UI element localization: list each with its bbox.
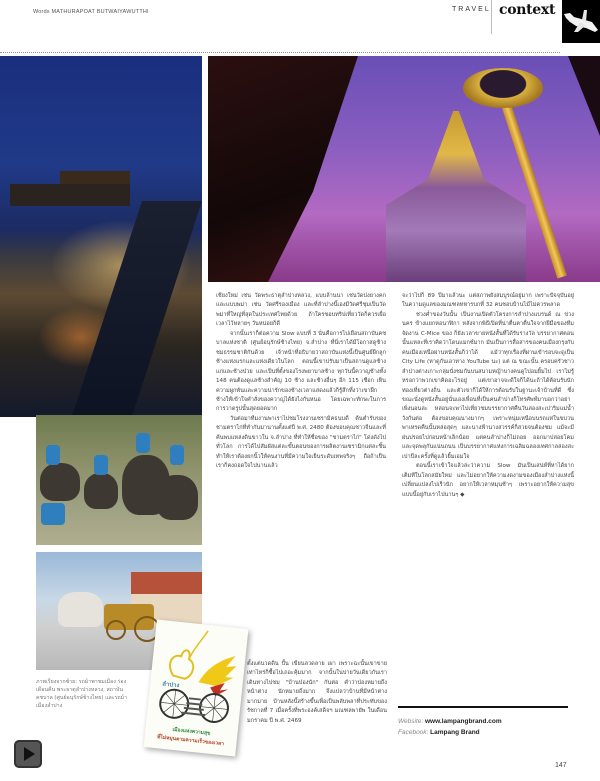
header-rule: [0, 52, 560, 53]
mahout: [46, 445, 60, 465]
temple-eave: [560, 56, 600, 136]
horse: [58, 592, 103, 627]
elephant: [84, 473, 118, 509]
article-end-rule: [398, 706, 568, 708]
website-label: Website:: [398, 718, 424, 725]
photo-elephants: [36, 415, 202, 545]
page-header: [0, 0, 600, 50]
paragraph: เชียงใหม่ เช่น วัดพระธาตุลำปางหลวง, แบบล้านนา เช่นวัดปงยางคก และแบบพม่า เช่น วัดศรีรองเมือง และที่ลำปางนี้เองมีวัดศรีชุมเป็นวัดพม่าที่ใหญ่ที่สุดในประเทศไทยด้วย ถ้าใครชอบทริปเที่ยววัดก็ควรเผื่อเวลาไว้หลายๆ วันหน่อยก็ดี: [216, 293, 386, 328]
paragraph: ช่วงค่ำของวันนั้น เป็นงานเปิดตัวโครงการลำปางแบรนด์ ณ ข่วงนคร ข้างแยกหอนาฬิกา หลังจากพิธีเปิดที่น่าตื่นตาตื่นใจจากฝีมือของทีมจัดงาน C-Mice ของ ก็ยังเวลาขายหนังสั้นที่ได้รับรางวัล บรรยากาศตอนนั้นแหละที่เราคิดว่าโดนแมกซ์มาก มันเป็นการสื่อสารของคนเมืองกรุงกับคนเมืองเหนือผ่านหนังสั้นก็ว่าได้ แม้ว่าทุกเรื่องที่ผ่านเข้ารอบจะดูเป็น City Life (หาดูกันเอาทาง YouTube นะ) แต่ ณ ขณะนั้น ครอบครัวชาวลำปางต่างเกาะกลุ่มนั่งชมกันบนสนามหญ้าบางคนดูไปอมยิ้มไป เราไม่รู้หรอกว่าพวกเขาคิดอะไรอยู่ แต่เขาอาจจะดีใจก็ได้นะถ้าได้ต้อนรับนักท่องเที่ยวต่างถิ่น และตัวเขาก็ได้ให้การต้อนรับในฐานะเจ้าบ้านที่ดี ซึ่งขณะนั่งดูหนังสั้นอยู่นั่นเองเพื่อนที่เป็นคนลำปางก็โทรศัพท์มาบอกว่าอย่าเพิ่งนอนล่ะ หล่อนจะพาไปเที่ยวชมบรรยากาศคืนวันล่องสะเปาริมแม่น้ำวังกันต่อ ต้องขอบคุณนางมากๆ เพราะหนุ่มเหนือบนรถแห่ในขบวนพาเหรดคืนนั้นหล่อสุดๆ และนางฟ้านางสวรรค์ก็สวยจนต้องชม แม้จะมีฝนปรอยไปก่อนหน้าเล็กน้อย แต่คนลำปางก็ไม่ถอย ออกมาปล่อยโคมและจุดพลุกันแน่นถนน เป็นบรรยากาศแห่งการเฉลิมฉลองเทศกาลล่องสะเปาปีละครั้งที่ดูแล้วยิ้มเอมใจ: [402, 311, 574, 460]
page-number: 147: [555, 762, 567, 769]
elephant: [40, 463, 80, 501]
lampang-brand-logo: [144, 620, 249, 757]
photo-night-market: [0, 56, 202, 417]
mahout: [41, 503, 65, 525]
paragraph: ตอนนี้เราเข้าใจแล้วล่ะว่าความ Slow มันเป็นเสน่ห์ที่หาได้ยากเต็มทีในโลกสมัยใหม่ และไม่อยากให้ความงดงามของเมืองลำปางแห่งนี้เปลี่ยนแปลงไปเร็วนัก อยากให้เวลาหมุนช้าๆ เพราะอยากให้ความสุขแบบนี้อยู่กับเราไปนานๆ ◆: [402, 463, 574, 498]
golden-umbrella: [463, 68, 543, 108]
website-link[interactable]: www.lampangbrand.com: [424, 718, 502, 725]
article-column-middle: [216, 292, 386, 472]
paragraph: จะว่าไปก็ 89 ปีมาแล้วนะ แต่สภาพยังสมบูรณ์อยู่มาก เพราะปัจจุบันอยู่ในความดูแลของมณฑลทหารบกที่ 32 คนชอบบ้านไม้ไม่ควรพลาด: [402, 293, 574, 309]
airplane-icon: [562, 0, 600, 43]
golden-stupa: [386, 111, 526, 282]
building-roof: [10, 184, 130, 206]
temple-eave: [208, 56, 358, 282]
mahout: [136, 433, 150, 453]
contact-info: [398, 716, 502, 738]
play-icon: [24, 747, 35, 761]
photo-temple: [208, 56, 600, 282]
mahout: [170, 445, 184, 465]
facebook-link[interactable]: Lampang Brand: [430, 729, 480, 736]
logo-brand-text: ลำปาง: [161, 680, 180, 690]
facebook-line: [398, 727, 502, 738]
building-wall: [72, 201, 202, 417]
building-roof: [60, 171, 130, 185]
carriage-wheel: [106, 620, 126, 640]
paragraph: วันต่อมาทีมงานพาเราไปชมโรงงานเซรามิคธนบดี ต้นตำรับของชามตราไก่ที่ทำกันมานานตั้งแต่ปี พ.ศ. 2480 ต้องขอบคุณชาวจีนและที่ค้นพบแหล่งดินขาวใน จ.ลำปาง ที่ทำให้ชื่อของ "ชามตราไก่" โด่งดังไปทั่วโลก การได้ไปสัมผัสแต่ละขั้นตอนของการผลิตงานเซรามิกแต่ละชิ้น ทำให้เราต้องยกนิ้วให้คนงานที่มีความใจเย็นระดับเทพจริงๆ ถือถ้าเป็นเราก็คงถอดใจไปนานแล้ว: [216, 415, 386, 470]
header-divider: [491, 0, 492, 34]
article-column-right: [402, 292, 574, 500]
logo-tagline: เมืองแห่งความสุข: [172, 726, 211, 737]
logo-tagline: ที่ไม่หมุนตามความเร็วของเวลา: [156, 734, 225, 748]
context-logo: context: [499, 2, 556, 18]
photo-caption: ภาพเรียงจากซ้าย: รถม้าพาชมเมือง ร่องเดือนคืน พระธาตุลำปางหลวง, สถาบันคชบาล (ศูนย์อนุรักษ์ช้างไทย) และรถม้าเมืองลำปาง: [36, 679, 128, 709]
play-button[interactable]: [14, 740, 42, 768]
section-label: TRAVEL: [452, 6, 491, 13]
paragraph: ตั้งแต่นวดดิน ปั้น เขียนลวดลาย เผา เพราะฉะนั้นเขาขายเท่าไหร่ก็ซื้อไปเถอะคุ้มมาก จากนั้นในบ่ายวันเดียวกันเราเดินทางไปชม "บ้านป่องนัก" กันต่อ คำว่าป่องหมายถึงหน้าต่าง นักหมายถึงมาก จึงแปลว่าบ้านที่มีหน้าต่างมากมาย บ้านหลังนี้สร้างขึ้นเพื่อเป็นพลับพลาที่ประทับของรัชกาลที่ 7 เมื่อครั้งที่พระองค์เสด็จฯ มณฑลพายัพ ในเดือนมกราคม ปี พ.ศ. 2469: [247, 661, 387, 724]
paragraph: จากนั้นเราก็ต่อความ Slow แบบที่ 3 นั่นคือการไปเยือนสถาบันคชบาลแห่งชาติ (ศูนย์อนุรักษ์ช้างไทย) จ.ลำปาง ที่นี่เราได้มีโอกาสดูช้างชมธรรมชาติกันด้วย เจ้าหน้าที่อธิบายว่าสถาบันแห่งนี้เป็นศูนย์ฝึกลูกช้างแห่งแรกและแห่งเดียวในโลก ตอนนี้เขาปรับมาเป็นสถานดูแลช้างแก่และช้างป่วย และเป็นที่ตั้งของโรงพยาบาลช้าง ทุกวันนี้ควาญช้างทั้ง 148 คนต้องดูแลช้างสำคัญ 10 ช้าง และช้างอื่นๆ อีก 115 เชือก เห็นความผูกพันและความน่ารักของช้างเวลาแสดงแล้วก็รู้สึกทึ่งว่าเขาฝึกช้างให้เข้าใจคำสั่งของควาญได้ยังไงกันหนอ โดยเฉพาะทักษะในการการวาดรูปนั้นสุดยอดมาก: [216, 330, 386, 413]
facebook-label: Facebook:: [398, 729, 429, 736]
article-column-middle-lower: [247, 660, 387, 726]
mahout: [94, 455, 108, 475]
elephant: [156, 475, 198, 520]
website-line: [398, 716, 502, 727]
byline: Words MATHURAPOAT BUTWAIYAWUTTHI: [33, 9, 149, 15]
